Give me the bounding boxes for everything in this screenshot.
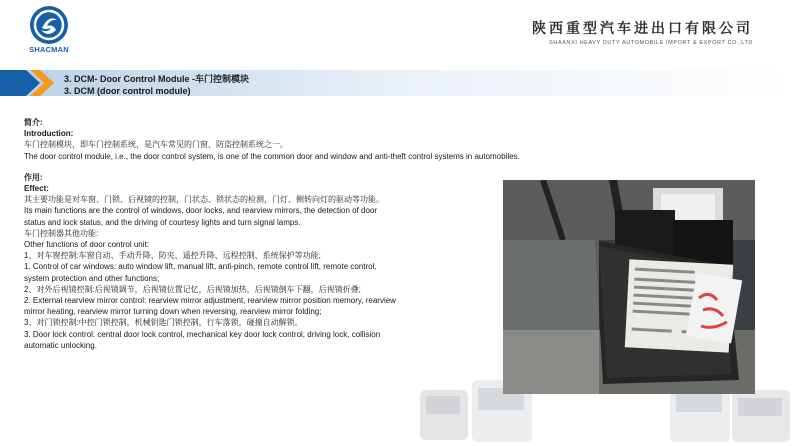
effect-heading-en: Effect: — [24, 184, 49, 194]
effect-body — [24, 194, 494, 351]
effect-line: automatic unlocking. — [24, 340, 97, 350]
door-control-module-photo — [503, 180, 755, 394]
effect-heading-cn: 作用: — [24, 172, 43, 182]
intro-heading-cn: 简介: — [24, 118, 43, 127]
logo-label: SHACMAN — [29, 45, 69, 54]
page-subtitle: 3. DCM (door control module) — [64, 86, 191, 96]
effect-line: Its main functions are the control of windows, door locks, and rearview mirrors, the detection of door — [24, 206, 378, 216]
effect-line: 车门控制器其他功能: — [24, 228, 99, 238]
company-name — [532, 18, 753, 46]
shacman-logo — [18, 6, 80, 56]
effect-line: 3. Door lock control: central door lock control, mechanical key door lock control, driving lock, collision — [24, 329, 381, 339]
effect-line: 2、对外后视镜控制:后视镜调节，后视镜位置记忆，后视镜加热，后视镜倒车下翻，后视镜折叠; — [24, 284, 361, 294]
effect-line: 1. Control of car windows: auto window lift, manual lift, anti-pinch, remote control lift, remote control, — [24, 262, 377, 272]
shacman-emblem-icon — [30, 6, 68, 44]
effect-line: 3、对门锁控制:中控门锁控制，机械钥匙门锁控制，行车落锁，碰撞自动解锁。 — [24, 318, 303, 328]
company-name-cn: 陕西重型汽车进出口有限公司 — [532, 21, 753, 37]
company-name-en: SHAANXI HEAVY DUTY AUTOMOBILE IMPORT & EXPORT CO.,LTD — [549, 40, 753, 46]
effect-line: Other functions of door control unit: — [24, 240, 149, 250]
intro-heading-en: Introduction: — [24, 129, 74, 139]
effect-line: 2. External rearview mirror control: rearview mirror adjustment, rearview mirror position memory, rearview — [24, 296, 396, 306]
page-title: 3. DCM- Door Control Module -车门控制模块 — [64, 74, 249, 84]
effect-line: mirror heating, rearview mirror turning down when reversing, rearview mirror folding; — [24, 307, 322, 317]
intro-text-cn: 车门控制模块，即车门控制系统，是汽车常见的门窗、防盗控制系统之一。 — [24, 140, 288, 150]
effect-line: system protection and other functions; — [24, 273, 160, 283]
effect-line: 1、对车窗控制:车窗自动、手动升降、防夹、遥控升降、远程控制、系统保护等功能; — [24, 251, 321, 261]
intro-text-en: The door control module, i.e., the door control system, is one of the common door and window and anti-theft control systems in automobiles. — [24, 151, 520, 161]
effect-line: status and lock status, and the driving of courtesy lights and turn signal lamps. — [24, 217, 301, 227]
effect-line: 其主要功能是对车窗、门锁、后视镜的控制，门状态、锁状态的检测，门灯、侧转向灯的驱动等功能。 — [24, 195, 384, 205]
